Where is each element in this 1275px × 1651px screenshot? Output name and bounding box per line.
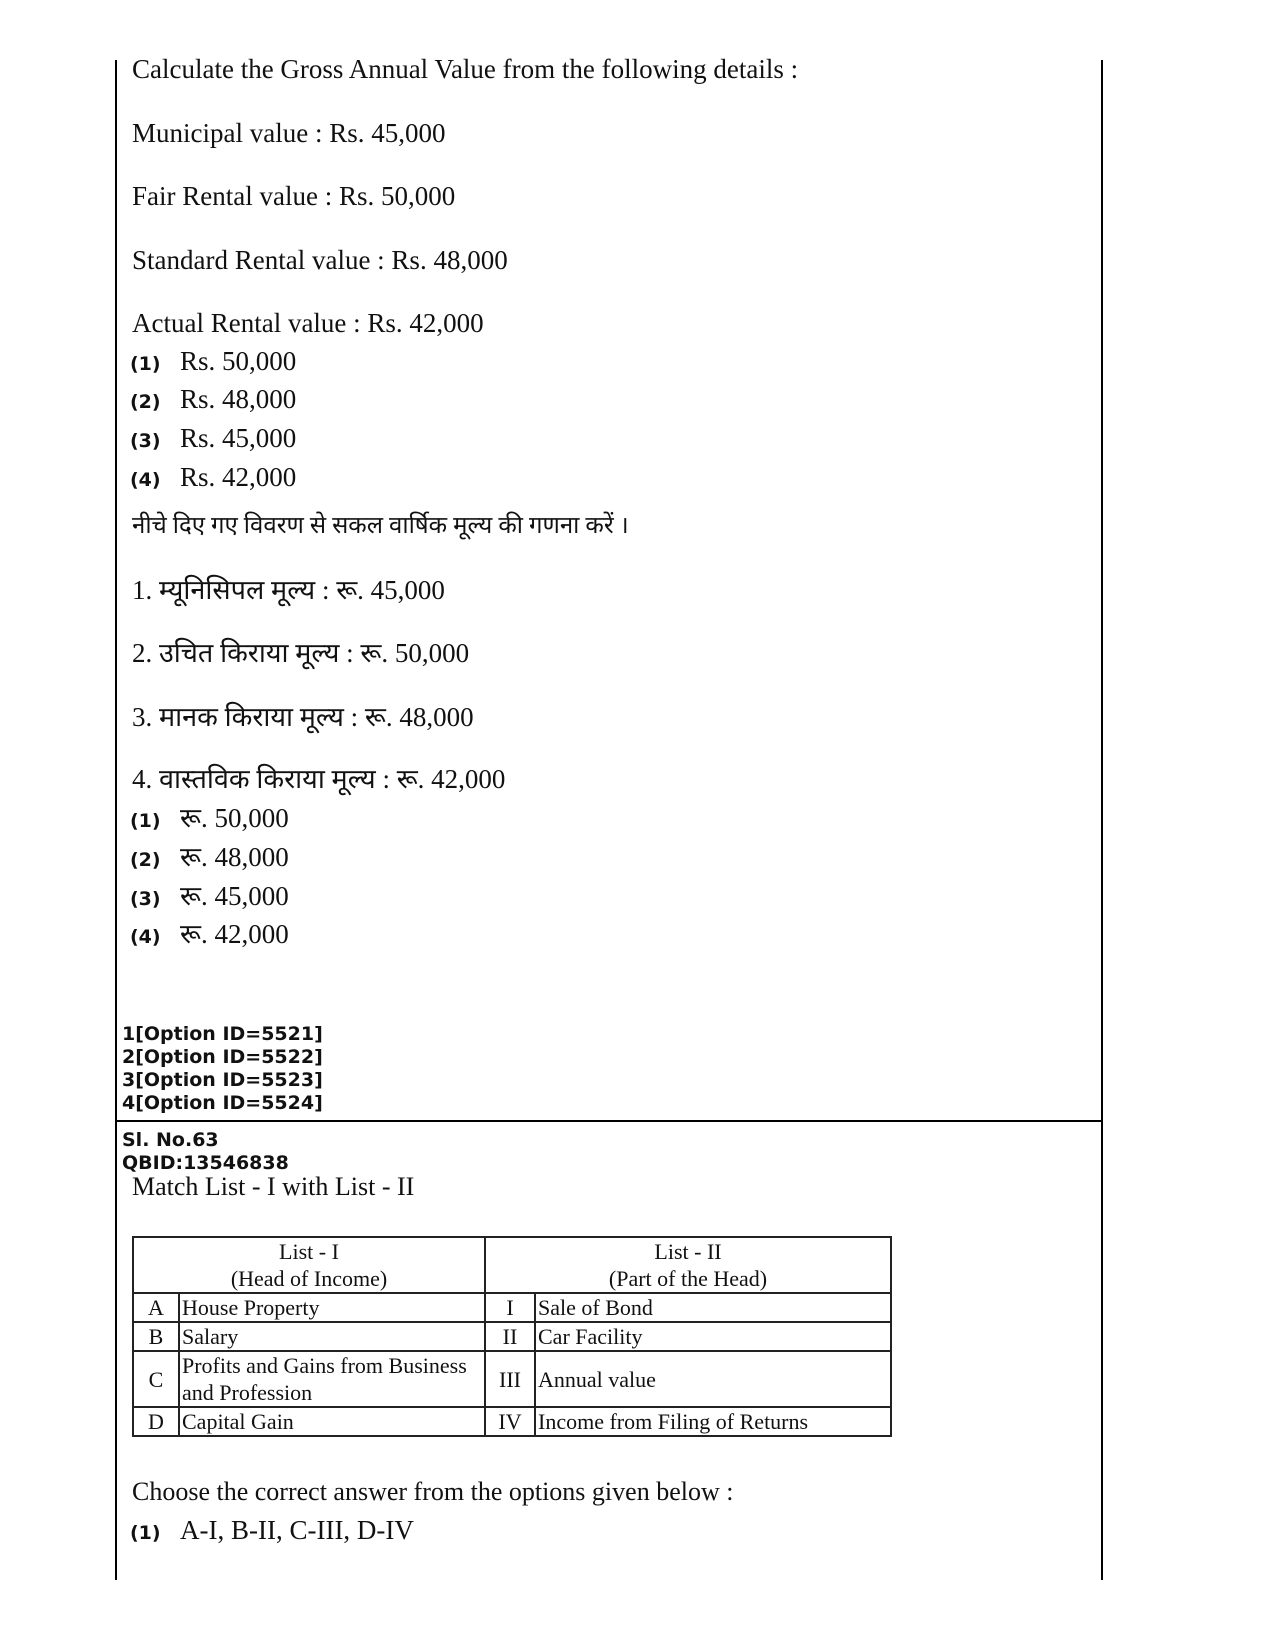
list1-value: Capital Gain — [179, 1407, 485, 1436]
q63-header — [122, 1129, 289, 1175]
list1-header — [133, 1237, 485, 1293]
option-id-line: 3[Option ID=5523] — [122, 1069, 323, 1091]
table-row — [133, 1351, 891, 1407]
list2-key: I — [485, 1293, 535, 1322]
q62-option-2-hi[interactable] — [130, 837, 289, 874]
option-number: (4) — [130, 926, 161, 948]
list2-value: Annual value — [535, 1351, 891, 1407]
list1-key: B — [133, 1322, 179, 1351]
list1-key: A — [133, 1293, 179, 1322]
q63-prompt: Match List - I with List - II — [132, 1172, 415, 1201]
option-text: Rs. 50,000 — [180, 346, 297, 376]
question-divider — [115, 1120, 1101, 1122]
option-number: (1) — [130, 353, 161, 375]
list2-title: List - II — [654, 1239, 722, 1264]
list1-value: Salary — [179, 1322, 485, 1351]
option-id-line: 1[Option ID=5521] — [122, 1023, 323, 1045]
q62-detail-municipal: Municipal value : Rs. 45,000 — [132, 118, 446, 148]
q62-option-4-en[interactable] — [130, 462, 296, 493]
q62-option-4-hi[interactable] — [130, 914, 289, 951]
option-text: रू. 45,000 — [180, 881, 289, 911]
option-id-line: 4[Option ID=5524] — [122, 1092, 323, 1114]
list2-value: Income from Filing of Returns — [535, 1407, 891, 1436]
option-text: Rs. 48,000 — [180, 384, 297, 414]
list1-subtitle: (Head of Income) — [230, 1266, 388, 1291]
table-row — [133, 1407, 891, 1436]
list1-key: C — [133, 1351, 179, 1407]
option-number: (1) — [130, 1522, 161, 1544]
q62-prompt-en: Calculate the Gross Annual Value from the following details : — [132, 54, 799, 84]
list2-value: Car Facility — [535, 1322, 891, 1351]
sl-no: Sl. No.63 — [122, 1129, 219, 1151]
q62-detail-hi-4: 4. वास्तविक किराया मूल्य : रू. 42,000 — [132, 764, 506, 794]
table-row — [133, 1293, 891, 1322]
list2-header — [485, 1237, 891, 1293]
option-text: रू. 50,000 — [180, 803, 289, 833]
q62-detail-actual-rent: Actual Rental value : Rs. 42,000 — [132, 308, 484, 338]
match-table — [132, 1236, 892, 1437]
q63-option-1[interactable] — [130, 1515, 414, 1546]
option-id-line: 2[Option ID=5522] — [122, 1046, 323, 1068]
option-number: (3) — [130, 430, 161, 452]
q62-option-2-en[interactable] — [130, 384, 296, 415]
q62-prompt-hi: नीचे दिए गए विवरण से सकल वार्षिक मूल्य की गणना करें । — [132, 513, 629, 539]
list1-value: Profits and Gains from Business and Profession — [179, 1351, 485, 1407]
list2-value: Sale of Bond — [535, 1293, 891, 1322]
list1-key: D — [133, 1407, 179, 1436]
list1-value: House Property — [179, 1293, 485, 1322]
list2-key: IV — [485, 1407, 535, 1436]
q62-option-3-en[interactable] — [130, 423, 296, 454]
list2-key: III — [485, 1351, 535, 1407]
option-text: Rs. 45,000 — [180, 423, 297, 453]
option-number: (4) — [130, 469, 161, 491]
q62-detail-standard-rent: Standard Rental value : Rs. 48,000 — [132, 245, 508, 275]
q63-choose-instruction: Choose the correct answer from the options given below : — [132, 1477, 734, 1506]
q62-option-1-en[interactable] — [130, 346, 296, 377]
q62-option-1-hi[interactable] — [130, 798, 289, 835]
q62-detail-hi-3: 3. मानक किराया मूल्य : रू. 48,000 — [132, 702, 474, 732]
q62-detail-hi-1: 1. म्यूनिसिपल मूल्य : रू. 45,000 — [132, 575, 445, 605]
list2-key: II — [485, 1322, 535, 1351]
option-text: A-I, B-II, C-III, D-IV — [180, 1515, 414, 1545]
option-text: Rs. 42,000 — [180, 462, 297, 492]
q62-detail-fair-rent: Fair Rental value : Rs. 50,000 — [132, 181, 456, 211]
option-number: (2) — [130, 849, 161, 871]
option-number: (3) — [130, 888, 161, 910]
q62-option-ids — [122, 1023, 323, 1115]
option-number: (1) — [130, 810, 161, 832]
list1-title: List - I — [279, 1239, 339, 1264]
option-text: रू. 42,000 — [180, 919, 289, 949]
list2-subtitle: (Part of the Head) — [608, 1266, 768, 1291]
q62-option-3-hi[interactable] — [130, 876, 289, 913]
q62-detail-hi-2: 2. उचित किराया मूल्य : रू. 50,000 — [132, 638, 470, 668]
option-text: रू. 48,000 — [180, 842, 289, 872]
qbid: QBID:13546838 — [122, 1152, 289, 1174]
option-number: (2) — [130, 391, 161, 413]
table-row — [133, 1322, 891, 1351]
